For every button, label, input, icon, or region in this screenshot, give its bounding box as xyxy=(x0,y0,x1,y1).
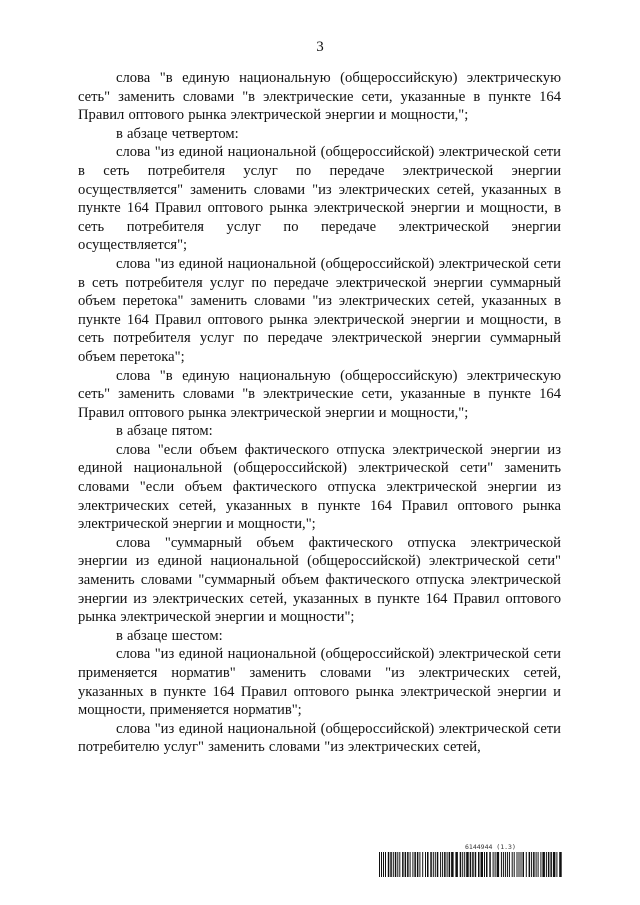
paragraph: слова "из единой национальной (общероссийской) электрической сети в сеть потребителя услуг по передаче электрической энергии суммарный объем перетока" заменить словами "из электрических сетей, указанных в пункте 164 Правил оптового рынка электрической энергии и мощности, в сеть потребителя услуг по передаче электрической энергии суммарный объем перетока"; xyxy=(78,255,561,365)
paragraph: слова "в единую национальную (общероссийскую) электрическую сеть" заменить словами "в электрические сети, указанные в пункте 164 Правил оптового рынка электрической энергии и мощности,"; xyxy=(78,70,561,124)
paragraph: в абзаце пятом: xyxy=(116,423,213,440)
page-number: 3 xyxy=(316,39,324,55)
paragraph: слова "из единой национальной (общероссийской) электрической сети применяется норматив" заменить словами "из электрических сетей, указанных в пункте 164 Правил оптового рынка электрической энергии и мощности, применяется норматив"; xyxy=(78,646,561,719)
paragraph: слова "суммарный объем фактического отпуска электрической энергии из единой национальной (общероссийской) электрической сети" заменить словами "суммарный объем фактического отпуска электрической энергии из электрических сетей, указанных в пункте 164 Правил оптового рынка электрической энергии и мощности"; xyxy=(78,534,561,626)
barcode-image xyxy=(379,852,563,877)
document-body xyxy=(78,69,561,757)
document-code: 6144944 (1.3) xyxy=(465,843,516,851)
paragraph: в абзаце четвертом: xyxy=(116,125,239,142)
paragraph: слова "если объем фактического отпуска электрической энергии из единой национальной (общероссийской) электрической сети" заменить словами "если объем фактического отпуска электрической энергии из электрических сетей, указанных в пункте 164 Правил оптового рынка электрической энергии и мощности,"; xyxy=(78,441,561,533)
paragraph: слова "в единую национальную (общероссийскую) электрическую сеть" заменить словами "в электрические сети, указанные в пункте 164 Правил оптового рынка электрической энергии и мощности,"; xyxy=(78,367,561,421)
paragraph: слова "из единой национальной (общероссийской) электрической сети потребителю услуг" заменить словами "из электрических сетей, xyxy=(78,720,561,756)
paragraph: слова "из единой национальной (общероссийской) электрической сети в сеть потребителя услуг по передаче электрической энергии осуществляется" заменить словами "из электрических сетей, указанных в пункте 164 Правил оптового рынка электрической энергии и мощности, в сеть потребителя услуг по передаче электрической энергии осуществляется"; xyxy=(78,144,561,254)
paragraph: в абзаце шестом: xyxy=(116,627,223,644)
